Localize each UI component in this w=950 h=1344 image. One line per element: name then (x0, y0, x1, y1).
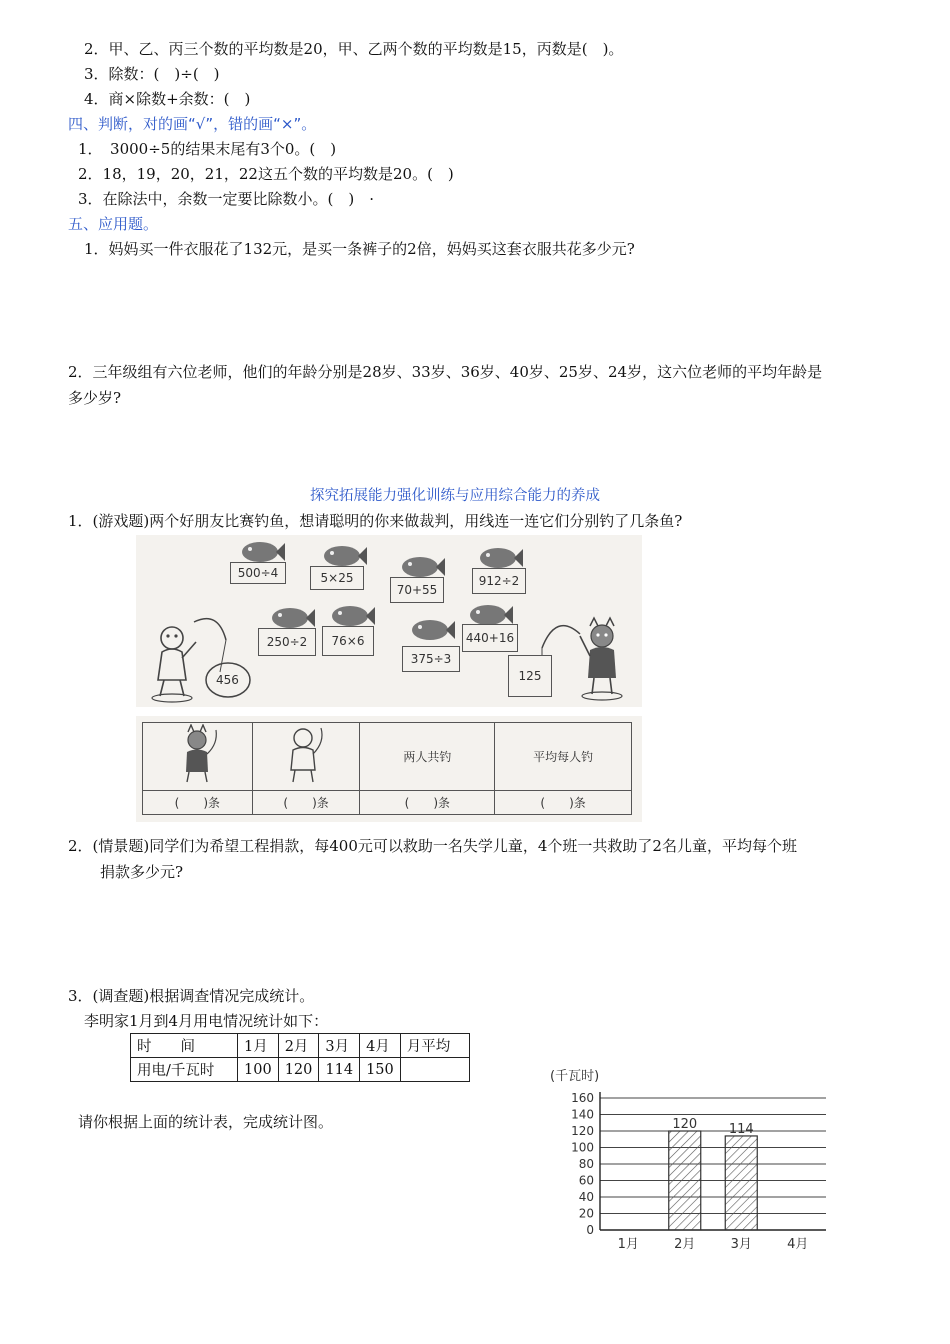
part5-heading: 五、应用题。 (68, 215, 159, 233)
bar-data-label: 114 (728, 1121, 754, 1137)
x-tick-label: 4月 (787, 1237, 809, 1252)
y-tick-label: 20 (578, 1206, 594, 1221)
part3-q4: 4．商×除数+余数：( ) (84, 90, 251, 108)
part4-heading: 四、判断，对的画“√”，错的画“×”。 (68, 115, 317, 133)
extension-q1: 1．(游戏题)两个好朋友比赛钓鱼，想请聪明的你来做裁判，用线连一连它们分别钓了几条鱼? (68, 512, 683, 530)
fish-label: 76×6 (322, 626, 374, 656)
part4-q2: 2．18，19，20，21，22这五个数的平均数是20。( ) (78, 165, 454, 183)
extension-q2-line1: 2．(情景题)同学们为希望工程捐款，每400元可以救助一名失学儿童，4个班一共救助了2名儿童，平均每个班 (68, 837, 797, 855)
answer-blank-cat: ( )条 (143, 791, 253, 815)
extension-q3: 3．(调查题)根据调查情况完成统计。 (68, 987, 315, 1005)
fish-label: 250÷2 (258, 628, 316, 656)
part3-q2: 2．甲、乙、丙三个数的平均数是20，甲、乙两个数的平均数是15，丙数是( )。 (84, 40, 624, 58)
y-tick-label: 160 (571, 1091, 594, 1105)
stat-cell-average (400, 1058, 469, 1082)
y-tick-label: 100 (571, 1140, 594, 1155)
stat-row-label: 用电/千瓦时 (131, 1058, 238, 1082)
cat-fisher-icon (172, 724, 222, 786)
fish-label: 375÷3 (402, 646, 460, 672)
bar (669, 1131, 701, 1230)
answer-table (142, 722, 632, 815)
stat-cell: 100 (238, 1058, 279, 1082)
part5-q2-line1: 2．三年级组有六位老师，他们的年龄分别是28岁、33岁、36岁、40岁、25岁、24岁，这六位老师的平均年龄是 (68, 363, 823, 381)
part5-q2-line2: 多少岁? (68, 389, 122, 407)
stat-header-average: 月平均 (400, 1034, 469, 1058)
answer-blank-monkey: ( )条 (252, 791, 360, 815)
answer-header-cat (143, 723, 253, 791)
answer-header-average: 平均每人钓 (495, 723, 632, 791)
y-tick-label: 120 (571, 1124, 594, 1138)
answer-header-total: 两人共钓 (360, 723, 495, 791)
y-tick-label: 60 (578, 1173, 594, 1188)
y-tick-label: 140 (571, 1107, 594, 1122)
extension-q2-line2: 捐款多少元? (100, 863, 184, 881)
fish-icon (408, 615, 456, 643)
stat-header-month: 3月 (319, 1034, 360, 1058)
fish-icon (328, 601, 376, 629)
usage-stat-table (130, 1033, 470, 1082)
y-axis-label: (千瓦时) (550, 1069, 600, 1084)
fish-label: 912÷2 (472, 568, 526, 594)
extension-q3-after: 请你根据上面的统计表，完成统计图。 (78, 1113, 334, 1131)
y-tick-label: 0 (586, 1223, 594, 1237)
stat-cell: 120 (278, 1058, 319, 1082)
monkey-fisher-icon (281, 724, 331, 786)
answer-header-monkey (252, 723, 360, 791)
stat-cell: 114 (319, 1058, 360, 1082)
bar (725, 1136, 757, 1230)
extension-title: 探究拓展能力强化训练与应用综合能力的养成 (310, 488, 600, 504)
part5-q1: 1．妈妈买一件衣服花了132元，是买一条裤子的2倍，妈妈买这套衣服共花多少元? (84, 240, 635, 258)
stat-header-time: 时 间 (131, 1034, 238, 1058)
part4-q1: 1． 3000÷5的结果末尾有3个0。( ) (78, 140, 337, 158)
fish-label: 70+55 (390, 577, 444, 603)
fish-label: 500÷4 (230, 562, 286, 584)
answer-blank-average: ( )条 (495, 791, 632, 815)
fish-label: 5×25 (310, 566, 364, 590)
part3-q3: 3．除数：( )÷( ) (84, 65, 220, 83)
answer-blank-total: ( )条 (360, 791, 495, 815)
bar-data-label: 120 (672, 1117, 698, 1132)
stat-cell: 150 (360, 1058, 401, 1082)
fish-icon (238, 537, 286, 565)
stat-header-month: 1月 (238, 1034, 279, 1058)
part4-q3: 3．在除法中，余数一定要比除数小。( ) · (78, 190, 375, 208)
stat-header-month: 4月 (360, 1034, 401, 1058)
x-tick-label: 1月 (617, 1237, 639, 1252)
right-bucket-box: 125 (508, 655, 552, 697)
usage-bar-chart (530, 1060, 840, 1260)
fish-icon (398, 552, 446, 580)
left-bucket-value: 456 (216, 673, 239, 687)
x-tick-label: 3月 (730, 1237, 752, 1252)
y-tick-label: 40 (578, 1190, 594, 1204)
fish-label: 440+16 (462, 624, 518, 652)
y-tick-label: 80 (578, 1157, 594, 1171)
fish-icon (268, 603, 316, 631)
stat-header-month: 2月 (278, 1034, 319, 1058)
x-tick-label: 2月 (674, 1237, 696, 1252)
fish-icon (320, 541, 368, 569)
extension-q3-intro: 李明家1月到4月用电情况统计如下： (84, 1012, 329, 1030)
fish-icon (476, 543, 524, 571)
